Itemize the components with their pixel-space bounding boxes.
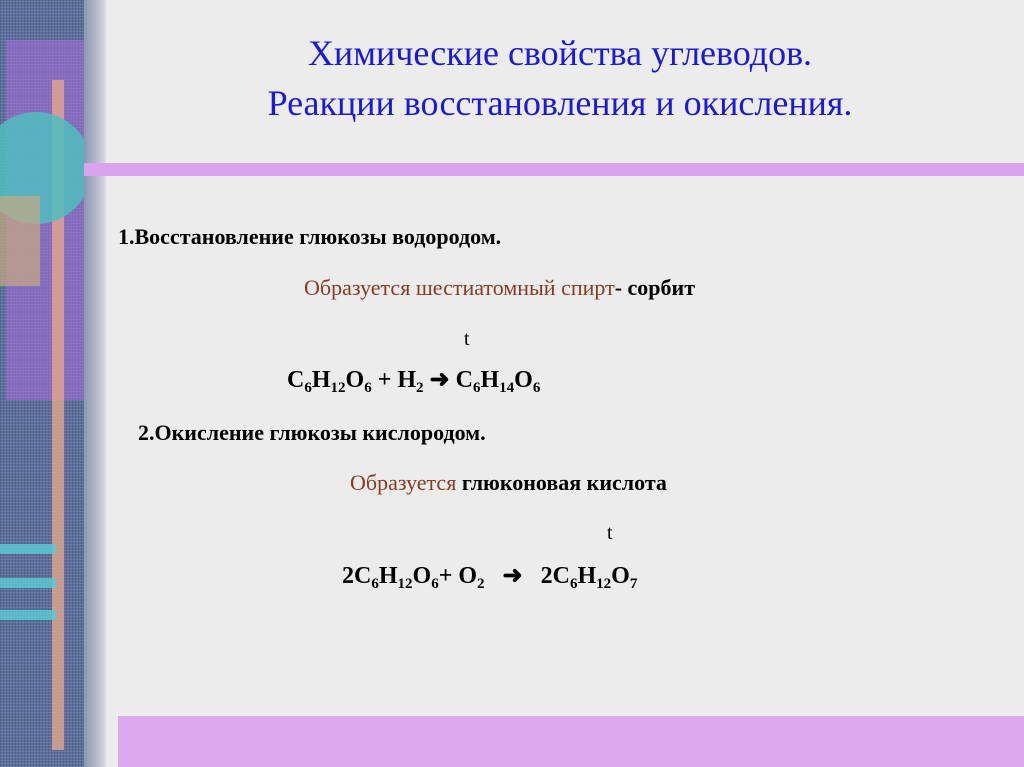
subscript: 6	[532, 380, 541, 396]
section2-heading: 2.Окисление глюкозы кислородом.	[138, 420, 486, 445]
subscript: 14	[499, 380, 515, 396]
subscript: 6	[473, 380, 481, 396]
subscript: 12	[397, 576, 413, 592]
subscript: 6	[371, 576, 379, 592]
subscript: 7	[629, 576, 638, 592]
element-symbol: H	[311, 367, 331, 393]
subscript: 6	[570, 576, 578, 592]
plus-sign: +	[438, 563, 459, 589]
element-symbol: C	[455, 367, 473, 393]
teal-bar-decoration	[0, 610, 56, 620]
element-symbol: O	[412, 563, 432, 589]
subscript: 6	[304, 380, 312, 396]
sidebar-edge-gradient	[84, 0, 106, 767]
subscript: 2	[477, 576, 485, 592]
section2-desc-product: глюконовая кислота	[461, 470, 667, 495]
title-line-1: Химические свойства углеводов.	[307, 33, 813, 73]
element-symbol: H	[577, 563, 597, 589]
section1-desc-prefix: Образуется шестиатомный спирт	[304, 275, 615, 300]
element-symbol: O	[611, 563, 630, 589]
decorative-sidebar	[0, 0, 84, 767]
reaction-arrow-icon: ➜	[429, 367, 450, 393]
title-divider	[84, 163, 1024, 176]
plus-sign: +	[371, 367, 398, 393]
tan-block-decoration	[0, 196, 40, 286]
subscript: 6	[431, 576, 439, 592]
element-symbol: O	[345, 367, 365, 393]
section1-condition: t	[464, 328, 470, 350]
element-symbol: H	[480, 367, 500, 393]
element-symbol: 2C	[540, 563, 570, 589]
element-symbol: 2C	[342, 563, 372, 589]
footer-band	[118, 716, 1024, 767]
element-symbol: O	[514, 367, 533, 393]
element-symbol: H	[378, 563, 398, 589]
subscript: 6	[364, 380, 372, 396]
section1-description	[304, 275, 695, 301]
subscript: 12	[596, 576, 612, 592]
element-symbol: H	[397, 367, 417, 393]
slide-title	[120, 28, 1000, 128]
subscript: 12	[330, 380, 346, 396]
section2-desc-prefix: Образуется	[350, 470, 457, 495]
section2-condition: t	[607, 522, 613, 544]
section1-desc-dash: -	[614, 275, 628, 300]
section1-desc-product: сорбит	[627, 275, 696, 300]
subscript: 2	[416, 380, 424, 396]
element-symbol: C	[287, 367, 305, 393]
reaction-arrow-icon: ➜	[502, 563, 523, 589]
section2-equation	[342, 561, 637, 590]
element-symbol: O	[458, 563, 478, 589]
section1-equation	[287, 365, 540, 394]
section1-heading: 1.Восстановление глюкозы водородом.	[118, 224, 502, 249]
teal-bar-decoration	[0, 544, 56, 554]
section2-description	[350, 470, 667, 496]
title-line-2: Реакции восстановления и окисления.	[267, 83, 853, 123]
teal-bar-decoration	[0, 578, 56, 588]
